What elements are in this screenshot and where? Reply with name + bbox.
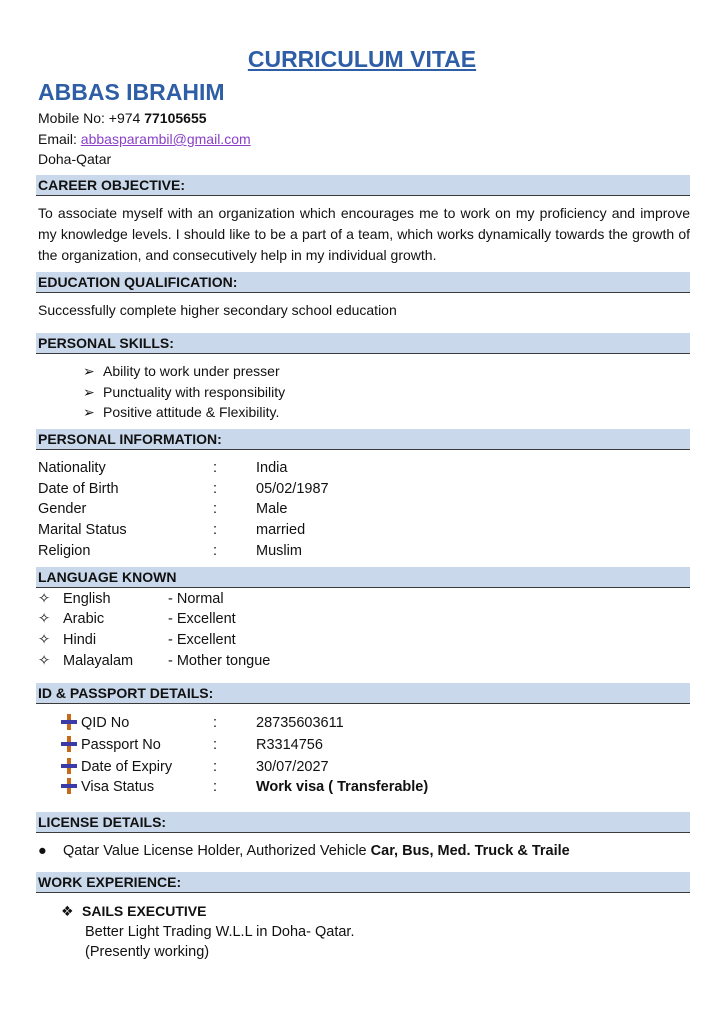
license-text: Qatar Value License Holder, Authorized Vehicle — [63, 843, 371, 859]
language-name: English — [63, 591, 111, 607]
info-colon: : — [213, 481, 218, 497]
skill-item — [83, 404, 279, 421]
section-license-details: LICENSE DETAILS: — [36, 812, 690, 833]
language-level: - Normal — [168, 591, 224, 607]
info-colon: : — [213, 522, 218, 538]
id-label: Date of Expiry — [81, 759, 173, 775]
id-value: R3314756 — [256, 737, 323, 753]
info-value: India — [256, 460, 288, 476]
id-colon: : — [213, 779, 218, 795]
mobile-line — [38, 110, 207, 126]
info-value: Muslim — [256, 543, 302, 559]
language-level: - Excellent — [168, 611, 236, 627]
info-value: Male — [256, 501, 288, 517]
email-link[interactable]: abbasparambil@gmail.com — [80, 131, 251, 147]
info-colon: : — [213, 543, 218, 559]
diamond-bullet-icon: ✧ — [38, 653, 51, 669]
dot-bullet-icon: ● — [38, 843, 47, 859]
cross-bullet-icon — [60, 757, 78, 775]
work-position-row — [61, 903, 206, 920]
career-objective-text: To associate myself with an organization which encourages me to work on my proficiency and improve my knowledge levels. I should like to be a part of a team, which works dynamically towards the growth of the organization, and consecutively help in my individual growth. — [38, 205, 690, 263]
language-name: Arabic — [63, 611, 105, 627]
document-title: CURRICULUM VITAE — [247, 46, 477, 72]
id-label: Visa Status — [81, 779, 155, 795]
email-line — [38, 131, 251, 147]
cross-bullet-icon — [60, 777, 78, 795]
info-colon: : — [213, 460, 218, 476]
work-company: Better Light Trading W.L.L in Doha- Qatar. — [85, 924, 355, 940]
id-colon: : — [213, 759, 218, 775]
location: Doha-Qatar — [38, 151, 112, 167]
work-position: SAILS EXECUTIVE — [82, 903, 207, 919]
info-value: married — [256, 522, 306, 538]
section-education: EDUCATION QUALIFICATION: — [36, 272, 690, 293]
id-label: QID No — [81, 715, 130, 731]
candidate-name: ABBAS IBRAHIM — [38, 79, 225, 105]
id-colon: : — [213, 737, 218, 753]
language-name: Malayalam — [63, 653, 134, 669]
section-career-objective: CAREER OBJECTIVE: — [36, 175, 690, 196]
skill-text: Punctuality with responsibility — [103, 384, 286, 400]
info-label: Nationality — [38, 460, 106, 476]
diamond-bullet-icon: ✧ — [38, 591, 51, 607]
info-label: Religion — [38, 543, 91, 559]
info-value: 05/02/1987 — [256, 481, 329, 497]
language-name: Hindi — [63, 632, 97, 648]
cross-bullet-icon — [60, 713, 78, 731]
info-label: Date of Birth — [38, 481, 119, 497]
id-colon: : — [213, 715, 218, 731]
license-item — [38, 843, 570, 859]
id-value: 28735603611 — [256, 715, 344, 731]
arrow-bullet-icon: ➢ — [83, 384, 95, 400]
work-status: (Presently working) — [85, 944, 210, 960]
mobile-label: Mobile No: +974 — [38, 110, 145, 126]
section-work-experience: WORK EXPERIENCE: — [36, 872, 690, 893]
id-value: 30/07/2027 — [256, 759, 329, 775]
diamond-bullet-icon: ✧ — [38, 611, 51, 627]
info-colon: : — [213, 501, 218, 517]
license-vehicles: Car, Bus, Med. Truck & Traile — [370, 843, 570, 859]
section-personal-information: PERSONAL INFORMATION: — [36, 429, 690, 450]
language-level: - Excellent — [168, 632, 236, 648]
arrow-bullet-icon: ➢ — [83, 363, 95, 379]
email-label: Email: — [38, 131, 81, 147]
diamond-bullet-icon: ✧ — [38, 632, 51, 648]
skill-item — [83, 384, 285, 401]
language-level: - Mother tongue — [168, 653, 271, 669]
id-label: Passport No — [81, 737, 161, 753]
info-label: Marital Status — [38, 522, 127, 538]
section-id-passport: ID & PASSPORT DETAILS: — [36, 683, 690, 704]
section-language-known: LANGUAGE KNOWN — [36, 567, 690, 588]
section-personal-skills: PERSONAL SKILLS: — [36, 333, 690, 354]
fleur-bullet-icon: ❖ — [61, 903, 74, 919]
education-text: Successfully complete higher secondary school education — [38, 302, 397, 318]
skill-item — [83, 363, 280, 380]
mobile-number: 77105655 — [144, 110, 207, 126]
skill-text: Positive attitude & Flexibility. — [103, 404, 280, 420]
cross-bullet-icon — [60, 735, 78, 753]
id-value: Work visa ( Transferable) — [256, 779, 429, 795]
arrow-bullet-icon: ➢ — [83, 404, 95, 420]
skill-text: Ability to work under presser — [103, 363, 280, 379]
info-label: Gender — [38, 501, 87, 517]
